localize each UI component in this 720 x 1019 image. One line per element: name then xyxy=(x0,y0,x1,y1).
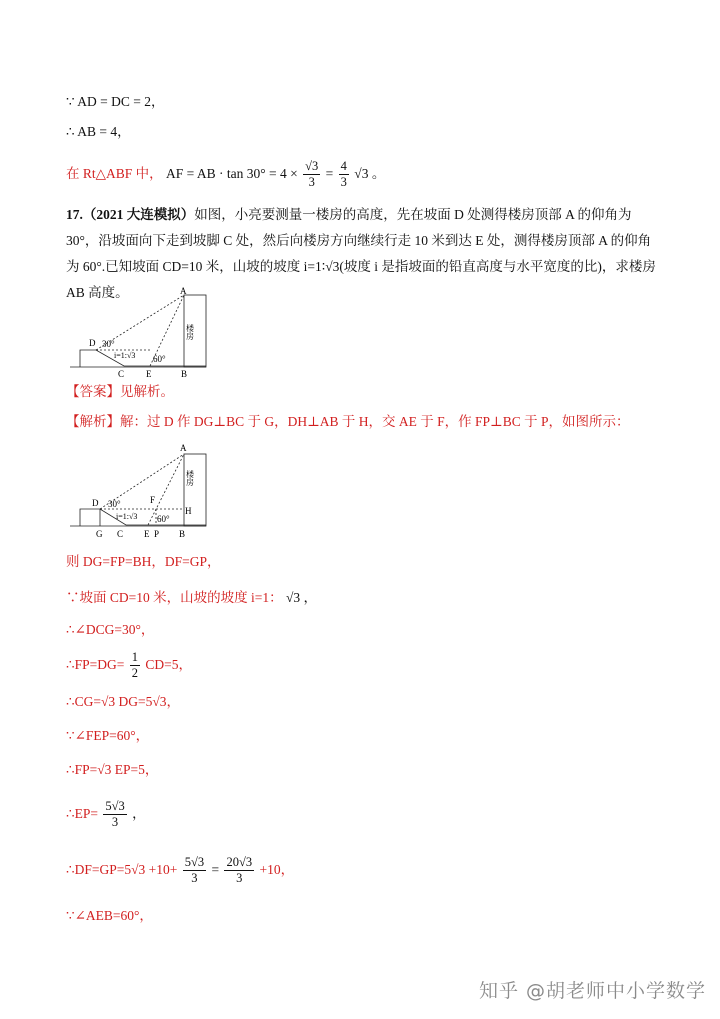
answer-tag: 【答案】 xyxy=(66,384,120,399)
fig1-slope: i=1:√3 xyxy=(114,351,136,360)
problem-number: 17. xyxy=(66,207,83,222)
fig2-building-label: 楼房 xyxy=(185,470,195,486)
fig2-slope: i=1:√3 xyxy=(116,512,138,521)
fig1-building-label: 楼房 xyxy=(185,324,195,340)
text-period: 。 xyxy=(371,166,386,181)
frac-1-over-2 xyxy=(130,650,140,681)
fig2-label-h: H xyxy=(185,506,192,516)
figure-1 xyxy=(66,286,216,378)
solution-text-4b: CD=5， xyxy=(145,657,192,672)
solution-sqrt3: √3 xyxy=(285,590,301,605)
answer-text: 见解析。 xyxy=(120,384,174,399)
solution-text-1: 则 DG=FP=BH，DF=GP， xyxy=(66,554,221,569)
solution-line-4 xyxy=(66,648,192,682)
solution-line-8 xyxy=(66,796,146,832)
fig2-label-f: F xyxy=(150,495,156,505)
frac-den: 3 xyxy=(236,871,243,886)
problem-text: 如图，小亮要测量一楼房的高度，先在坡面 D 处测得楼房顶部 A 的仰角为 30°，沿坡面向下走到坡脚 C 处，然后向楼房方向继续行走 10 米到达 E 处，测得楼房顶部 A 的仰角为 60°.已知坡面 CD=10 米，山坡的坡度 i=1∶√3(坡度 i 是指坡面的铅直高度与水平宽度的比)，求楼房 AB 高度。 xyxy=(66,207,656,300)
frac-den: 3 xyxy=(111,815,119,830)
frac-den: 2 xyxy=(131,666,138,681)
frac-num: 20√3 xyxy=(226,855,253,870)
text-sqrt3: √3 xyxy=(354,166,369,181)
solution-line-9 xyxy=(66,852,294,888)
text-equals: = xyxy=(325,166,334,181)
solution-text-8a: ∴EP= xyxy=(66,806,98,821)
fig2-label-g: G xyxy=(96,529,103,539)
fig1-label-d: D xyxy=(89,338,96,348)
frac-5sqrt3-over-3-b xyxy=(183,855,206,886)
solution-text-2a: ∵坡面 CD=10 米，山坡的坡度 i=1： xyxy=(66,590,283,605)
line-ab xyxy=(66,122,131,142)
solution-text-4a: ∴FP=DG= xyxy=(66,657,125,672)
text-ab: ∴ AB = 4， xyxy=(66,124,131,139)
fig1-label-b: B xyxy=(181,369,188,378)
fig1-angle-60: 60° xyxy=(153,354,166,364)
fig2-label-a: A xyxy=(180,443,187,453)
solution-text-10: ∵∠AEB=60°， xyxy=(66,908,153,923)
fig2-label-e: E xyxy=(144,529,150,539)
answer-line xyxy=(66,382,174,402)
solution-text-8b: ， xyxy=(132,806,146,821)
line-af xyxy=(66,158,385,190)
solution-line-1 xyxy=(66,552,221,572)
solution-text-5: ∴CG=√3 DG=5√3， xyxy=(66,694,181,709)
solution-line-5 xyxy=(66,692,180,712)
text-ad-dc: ∵ AD = DC = 2， xyxy=(66,94,165,109)
solution-line-6 xyxy=(66,726,149,746)
solution-equals: = xyxy=(211,862,220,877)
zhihu-watermark: 知乎 @胡老师中小学数学 xyxy=(478,980,706,1002)
frac-5sqrt3-over-3 xyxy=(103,799,126,830)
text-rt-abf: 在 Rt△ABF 中， xyxy=(66,166,163,181)
frac-4-over-3 xyxy=(339,159,349,190)
frac-num: 5√3 xyxy=(184,855,205,870)
text-af-eq: AF = AB · tan 30° = 4 × xyxy=(166,166,298,181)
analysis-tag: 【解析】 xyxy=(66,414,120,429)
frac-num: √3 xyxy=(305,159,319,174)
fig2-label-p: P xyxy=(154,529,160,539)
solution-line-3 xyxy=(66,620,154,640)
figure-2 xyxy=(66,440,216,540)
frac-den: 3 xyxy=(340,175,347,190)
slope-ground xyxy=(80,350,206,367)
analysis-line xyxy=(66,412,630,432)
fig1-angle-30: 30° xyxy=(102,339,115,349)
frac-num: 4 xyxy=(340,159,347,174)
solution-line-7 xyxy=(66,760,158,780)
fig2-label-d: D xyxy=(92,498,99,508)
frac-20sqrt3-over-3 xyxy=(224,855,254,886)
fig2-label-b: B xyxy=(179,529,186,539)
frac-num: 5√3 xyxy=(105,799,125,814)
fig2-angle-30: 30° xyxy=(108,499,121,509)
line-ad-dc xyxy=(66,92,164,112)
solution-text-7: ∴FP=√3 EP=5， xyxy=(66,762,159,777)
solution-text-9a: ∴DF=GP=5√3 +10+ xyxy=(66,862,178,877)
problem-source: （2021 大连模拟） xyxy=(82,207,195,222)
analysis-text: 解：过 D 作 DG⊥BC 于 G，DH⊥AB 于 H，交 AE 于 F，作 FP⊥BC 于 P，如图所示： xyxy=(120,414,630,429)
fig1-label-a: A xyxy=(180,286,187,296)
solution-line-2 xyxy=(66,588,317,608)
fig1-label-e: E xyxy=(146,369,152,378)
fig1-label-c: C xyxy=(118,369,125,378)
solution-text-9b: +10， xyxy=(259,862,295,877)
solution-line-10 xyxy=(66,906,153,926)
frac-den: 3 xyxy=(308,175,315,190)
solution-text-6: ∵∠FEP=60°， xyxy=(66,728,150,743)
fig2-angle-60: 60° xyxy=(157,514,170,524)
frac-den: 3 xyxy=(191,871,198,886)
frac-sqrt3-over-3 xyxy=(303,159,320,190)
solution-comma: ， xyxy=(303,590,318,605)
solution-text-3: ∴∠DCG=30°， xyxy=(66,622,155,637)
frac-num: 1 xyxy=(131,650,138,665)
fig2-label-c: C xyxy=(117,529,124,539)
